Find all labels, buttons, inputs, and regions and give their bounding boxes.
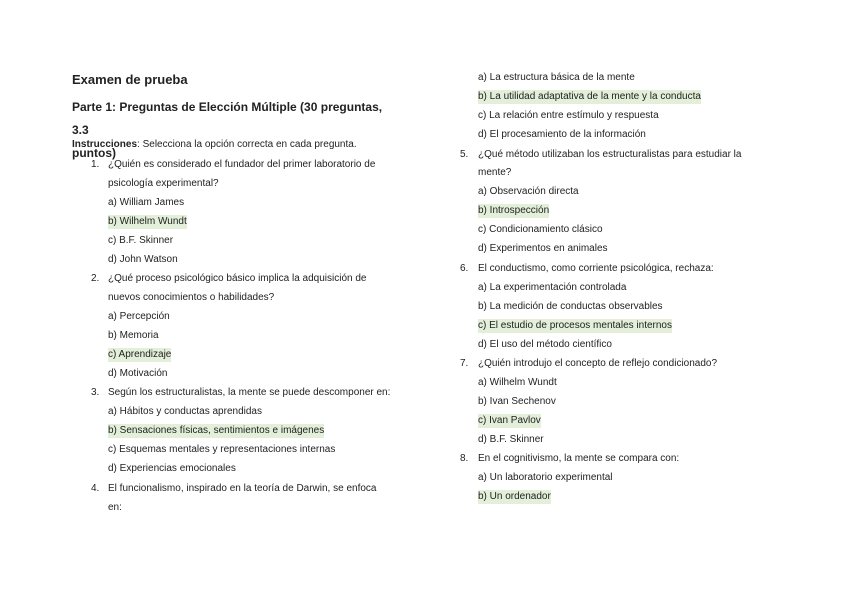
question-text: ¿Qué método utilizaban los estructuralistas para estudiar la [478, 149, 742, 160]
question-number: 3. [91, 387, 100, 398]
answer-option: d) Motivación [108, 368, 168, 379]
answer-option: c) B.F. Skinner [108, 235, 174, 246]
answer-option: a) Observación directa [478, 186, 579, 197]
answer-option: b) La medición de conductas observables [478, 301, 663, 312]
question-number: 1. [91, 159, 100, 170]
answer-option: a) La experimentación controlada [478, 282, 627, 293]
answer-option-correct: b) Wilhelm Wundt [108, 216, 187, 227]
question-text: ¿Qué proceso psicológico básico implica la adquisición de [108, 273, 367, 284]
answer-option-correct: c) El estudio de procesos mentales internos [478, 320, 672, 331]
answer-option: a) Hábitos y conductas aprendidas [108, 406, 262, 417]
answer-option-correct: b) Sensaciones físicas, sentimientos e imágenes [108, 425, 325, 436]
answer-option-correct: c) Ivan Pavlov [478, 415, 541, 426]
answer-option: a) La estructura básica de la mente [478, 72, 635, 83]
answer-option-correct: b) Introspección [478, 205, 550, 216]
question-text: El funcionalismo, inspirado en la teoría de Darwin, se enfoca [108, 483, 377, 494]
exam-title: Examen de prueba [72, 72, 188, 87]
question-number: 5. [460, 149, 469, 160]
answer-option: a) Un laboratorio experimental [478, 472, 613, 483]
answer-option: b) Ivan Sechenov [478, 396, 556, 407]
answer-option: d) Experiencias emocionales [108, 463, 236, 474]
answer-option: d) El procesamiento de la información [478, 129, 646, 140]
answer-option: d) B.F. Skinner [478, 434, 544, 445]
question-text: ¿Quién introdujo el concepto de reflejo condicionado? [478, 358, 718, 369]
question-text: nuevos conocimientos o habilidades? [108, 292, 275, 303]
part-heading-line1: Parte 1: Preguntas de Elección Múltiple (30 preguntas, 3.3 [72, 100, 383, 137]
question-text: psicología experimental? [108, 178, 219, 189]
instructions [72, 139, 357, 150]
answer-option: c) Esquemas mentales y representaciones internas [108, 444, 336, 455]
answer-option: a) William James [108, 197, 185, 208]
instructions-text: : Selecciona la opción correcta en cada pregunta. [137, 139, 357, 150]
question-text: Según los estructuralistas, la mente se puede descomponer en: [108, 387, 391, 398]
part-heading-line2: puntos) [72, 146, 116, 160]
question-number: 6. [460, 263, 469, 274]
answer-option: d) El uso del método científico [478, 339, 612, 350]
answer-option-correct: b) Un ordenador [478, 491, 551, 502]
answer-option-correct: b) La utilidad adaptativa de la mente y la conducta [478, 91, 701, 102]
answer-option: b) Memoria [108, 330, 159, 341]
question-text: mente? [478, 167, 512, 178]
answer-option: c) Condicionamiento clásico [478, 224, 603, 235]
answer-option: d) John Watson [108, 254, 178, 265]
question-text: En el cognitivismo, la mente se compara con: [478, 453, 680, 464]
answer-option-correct: c) Aprendizaje [108, 349, 172, 360]
answer-option: c) La relación entre estímulo y respuesta [478, 110, 659, 121]
question-number: 7. [460, 358, 469, 369]
question-text: ¿Quién es considerado el fundador del primer laboratorio de [108, 159, 376, 170]
question-number: 4. [91, 483, 100, 494]
answer-option: a) Percepción [108, 311, 170, 322]
question-number: 8. [460, 453, 469, 464]
part-heading [72, 96, 402, 165]
answer-option: d) Experimentos en animales [478, 243, 608, 254]
question-number: 2. [91, 273, 100, 284]
answer-option: a) Wilhelm Wundt [478, 377, 557, 388]
question-text: El conductismo, como corriente psicológica, rechaza: [478, 263, 714, 274]
question-text: en: [108, 502, 122, 513]
instructions-label: Instrucciones [72, 139, 138, 150]
